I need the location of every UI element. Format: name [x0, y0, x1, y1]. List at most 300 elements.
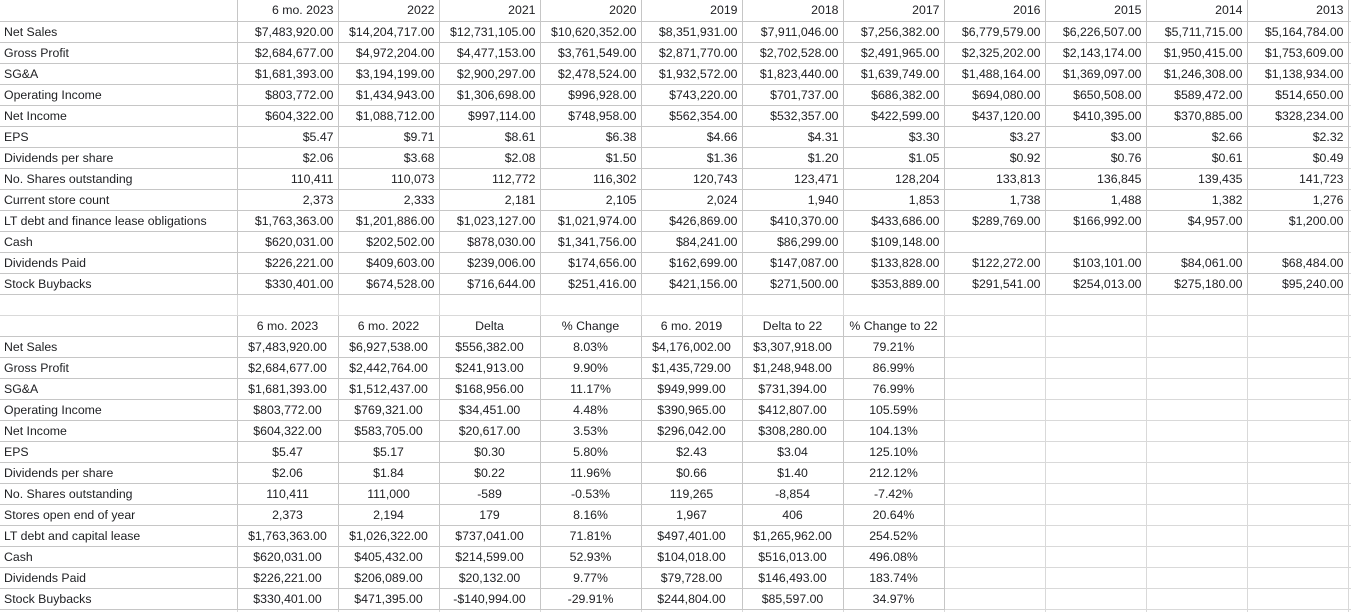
data-cell[interactable]: $4,176,002.00 [641, 336, 742, 357]
empty-cell[interactable] [944, 546, 1045, 567]
data-cell[interactable]: $1,023,127.00 [439, 210, 540, 231]
data-cell[interactable]: $133,828.00 [843, 252, 944, 273]
data-cell[interactable]: $5.47 [237, 441, 338, 462]
data-cell[interactable]: $803,772.00 [237, 399, 338, 420]
data-cell[interactable]: -589 [439, 483, 540, 504]
data-cell[interactable]: $271,500.00 [742, 273, 843, 294]
column-header[interactable]: 2020 [540, 0, 641, 21]
data-cell[interactable]: $85,597.00 [742, 588, 843, 609]
empty-cell[interactable] [540, 294, 641, 315]
data-cell[interactable]: $1,681,393.00 [237, 63, 338, 84]
data-cell[interactable]: $251,416.00 [540, 273, 641, 294]
empty-cell[interactable] [1146, 462, 1247, 483]
data-cell[interactable]: $2,702,528.00 [742, 42, 843, 63]
data-cell[interactable]: $2.06 [237, 462, 338, 483]
data-cell[interactable]: 8.03% [540, 336, 641, 357]
data-cell[interactable]: $353,889.00 [843, 273, 944, 294]
data-cell[interactable]: 2,024 [641, 189, 742, 210]
data-cell[interactable]: $84,061.00 [1146, 252, 1247, 273]
empty-cell[interactable] [944, 315, 1045, 336]
data-cell[interactable]: $147,087.00 [742, 252, 843, 273]
data-cell[interactable]: $103,101.00 [1045, 252, 1146, 273]
data-cell[interactable]: $7,911,046.00 [742, 21, 843, 42]
empty-cell[interactable] [1247, 504, 1348, 525]
data-cell[interactable]: $421,156.00 [641, 273, 742, 294]
data-cell[interactable]: $433,686.00 [843, 210, 944, 231]
data-cell[interactable]: $20,617.00 [439, 420, 540, 441]
column-header[interactable]: % Change to 22 [843, 315, 944, 336]
empty-cell[interactable] [1247, 399, 1348, 420]
data-cell[interactable]: $1,681,393.00 [237, 378, 338, 399]
data-cell[interactable]: $6.38 [540, 126, 641, 147]
row-header[interactable]: EPS [0, 126, 237, 147]
data-cell[interactable]: 128,204 [843, 168, 944, 189]
corner-cell[interactable] [0, 315, 237, 336]
empty-cell[interactable] [1247, 420, 1348, 441]
row-header[interactable]: Stores open end of year [0, 504, 237, 525]
empty-cell[interactable] [1247, 441, 1348, 462]
data-cell[interactable]: $409,603.00 [338, 252, 439, 273]
data-cell[interactable]: $0.61 [1146, 147, 1247, 168]
row-header[interactable]: Gross Profit [0, 357, 237, 378]
data-cell[interactable]: 4.48% [540, 399, 641, 420]
data-cell[interactable]: $1.36 [641, 147, 742, 168]
data-cell[interactable]: $202,502.00 [338, 231, 439, 252]
data-cell[interactable]: 11.17% [540, 378, 641, 399]
empty-cell[interactable] [1247, 546, 1348, 567]
data-cell[interactable]: $0.30 [439, 441, 540, 462]
data-cell[interactable]: $330,401.00 [237, 273, 338, 294]
empty-cell[interactable] [338, 294, 439, 315]
data-cell[interactable]: $95,240.00 [1247, 273, 1348, 294]
data-cell[interactable]: 105.59% [843, 399, 944, 420]
column-header[interactable]: 2017 [843, 0, 944, 21]
column-header[interactable]: 2021 [439, 0, 540, 21]
data-cell[interactable]: 8.16% [540, 504, 641, 525]
data-cell[interactable]: $3,761,549.00 [540, 42, 641, 63]
empty-cell[interactable] [944, 378, 1045, 399]
data-cell[interactable]: $2.66 [1146, 126, 1247, 147]
empty-cell[interactable] [944, 336, 1045, 357]
data-cell[interactable]: $737,041.00 [439, 525, 540, 546]
data-cell[interactable]: $4.66 [641, 126, 742, 147]
data-cell[interactable]: 86.99% [843, 357, 944, 378]
row-header[interactable]: Net Income [0, 420, 237, 441]
column-header[interactable]: 2018 [742, 0, 843, 21]
data-cell[interactable]: $214,599.00 [439, 546, 540, 567]
data-cell[interactable]: $1,753,609.00 [1247, 42, 1348, 63]
data-cell[interactable]: $1,248,948.00 [742, 357, 843, 378]
corner-cell[interactable] [0, 0, 237, 21]
data-cell[interactable]: 1,276 [1247, 189, 1348, 210]
empty-cell[interactable] [944, 357, 1045, 378]
data-cell[interactable]: $996,928.00 [540, 84, 641, 105]
data-cell[interactable]: $514,650.00 [1247, 84, 1348, 105]
empty-cell[interactable] [1146, 525, 1247, 546]
data-cell[interactable]: $1.05 [843, 147, 944, 168]
data-cell[interactable]: $2.08 [439, 147, 540, 168]
column-header[interactable]: 2015 [1045, 0, 1146, 21]
data-cell[interactable]: $162,699.00 [641, 252, 742, 273]
data-cell[interactable]: $410,370.00 [742, 210, 843, 231]
data-cell[interactable]: $1,639,749.00 [843, 63, 944, 84]
data-cell[interactable]: 179 [439, 504, 540, 525]
empty-cell[interactable] [1146, 441, 1247, 462]
data-cell[interactable]: $68,484.00 [1247, 252, 1348, 273]
data-cell[interactable]: 1,940 [742, 189, 843, 210]
empty-cell[interactable] [1146, 294, 1247, 315]
data-cell[interactable]: $1,435,729.00 [641, 357, 742, 378]
data-cell[interactable]: $291,541.00 [944, 273, 1045, 294]
data-cell[interactable]: $8.61 [439, 126, 540, 147]
data-cell[interactable]: $556,382.00 [439, 336, 540, 357]
data-cell[interactable]: $0.66 [641, 462, 742, 483]
data-cell[interactable]: -$140,994.00 [439, 588, 540, 609]
data-cell[interactable]: $589,472.00 [1146, 84, 1247, 105]
data-cell[interactable]: $2,491,965.00 [843, 42, 944, 63]
data-cell[interactable]: $244,804.00 [641, 588, 742, 609]
data-cell[interactable]: $743,220.00 [641, 84, 742, 105]
data-cell[interactable]: $803,772.00 [237, 84, 338, 105]
data-cell[interactable]: 133,813 [944, 168, 1045, 189]
data-cell[interactable] [1146, 231, 1247, 252]
data-cell[interactable]: $308,280.00 [742, 420, 843, 441]
data-cell[interactable]: 104.13% [843, 420, 944, 441]
data-cell[interactable]: $1,306,698.00 [439, 84, 540, 105]
column-header[interactable]: 6 mo. 2022 [338, 315, 439, 336]
data-cell[interactable]: $0.76 [1045, 147, 1146, 168]
data-cell[interactable]: $328,234.00 [1247, 105, 1348, 126]
column-header[interactable]: 6 mo. 2023 [237, 0, 338, 21]
data-cell[interactable]: $471,395.00 [338, 588, 439, 609]
row-header[interactable]: Operating Income [0, 399, 237, 420]
data-cell[interactable]: $410,395.00 [1045, 105, 1146, 126]
data-cell[interactable]: 110,411 [237, 168, 338, 189]
data-cell[interactable]: $1,950,415.00 [1146, 42, 1247, 63]
row-header[interactable]: Net Sales [0, 336, 237, 357]
data-cell[interactable]: -29.91% [540, 588, 641, 609]
data-cell[interactable]: $14,204,717.00 [338, 21, 439, 42]
row-header[interactable]: Cash [0, 546, 237, 567]
data-cell[interactable]: $7,483,920.00 [237, 21, 338, 42]
data-cell[interactable]: -7.42% [843, 483, 944, 504]
data-cell[interactable]: 2,373 [237, 189, 338, 210]
data-cell[interactable]: 71.81% [540, 525, 641, 546]
row-header[interactable]: LT debt and finance lease obligations [0, 210, 237, 231]
data-cell[interactable]: 112,772 [439, 168, 540, 189]
data-cell[interactable]: 2,373 [237, 504, 338, 525]
data-cell[interactable]: $8,351,931.00 [641, 21, 742, 42]
data-cell[interactable]: 136,845 [1045, 168, 1146, 189]
data-cell[interactable]: $701,737.00 [742, 84, 843, 105]
empty-cell[interactable] [0, 294, 237, 315]
data-cell[interactable]: $239,006.00 [439, 252, 540, 273]
data-cell[interactable]: 2,181 [439, 189, 540, 210]
data-cell[interactable]: 183.74% [843, 567, 944, 588]
data-cell[interactable]: $226,221.00 [237, 252, 338, 273]
empty-cell[interactable] [1146, 399, 1247, 420]
empty-cell[interactable] [1146, 504, 1247, 525]
data-cell[interactable]: 120,743 [641, 168, 742, 189]
column-header[interactable]: 2019 [641, 0, 742, 21]
empty-cell[interactable] [944, 588, 1045, 609]
column-header[interactable]: 2014 [1146, 0, 1247, 21]
data-cell[interactable]: $9.71 [338, 126, 439, 147]
data-cell[interactable]: $166,992.00 [1045, 210, 1146, 231]
row-header[interactable]: Current store count [0, 189, 237, 210]
data-cell[interactable]: -8,854 [742, 483, 843, 504]
data-cell[interactable]: $109,148.00 [843, 231, 944, 252]
data-cell[interactable]: $275,180.00 [1146, 273, 1247, 294]
data-cell[interactable]: $146,493.00 [742, 567, 843, 588]
row-header[interactable]: Stock Buybacks [0, 588, 237, 609]
column-header[interactable]: Delta to 22 [742, 315, 843, 336]
data-cell[interactable]: $0.22 [439, 462, 540, 483]
empty-cell[interactable] [944, 420, 1045, 441]
data-cell[interactable]: $330,401.00 [237, 588, 338, 609]
data-cell[interactable]: $686,382.00 [843, 84, 944, 105]
data-cell[interactable]: $226,221.00 [237, 567, 338, 588]
data-cell[interactable]: 111,000 [338, 483, 439, 504]
data-cell[interactable]: $2,325,202.00 [944, 42, 1045, 63]
data-cell[interactable]: $426,869.00 [641, 210, 742, 231]
data-cell[interactable]: 11.96% [540, 462, 641, 483]
row-header[interactable]: Dividends Paid [0, 252, 237, 273]
data-cell[interactable]: 110,073 [338, 168, 439, 189]
data-cell[interactable]: $437,120.00 [944, 105, 1045, 126]
data-cell[interactable]: 20.64% [843, 504, 944, 525]
data-cell[interactable]: $2,442,764.00 [338, 357, 439, 378]
empty-cell[interactable] [1045, 420, 1146, 441]
data-cell[interactable]: $4,477,153.00 [439, 42, 540, 63]
data-cell[interactable]: $174,656.00 [540, 252, 641, 273]
data-cell[interactable]: $422,599.00 [843, 105, 944, 126]
data-cell[interactable]: $7,483,920.00 [237, 336, 338, 357]
data-cell[interactable]: $4.31 [742, 126, 843, 147]
data-cell[interactable]: $10,620,352.00 [540, 21, 641, 42]
data-cell[interactable]: $296,042.00 [641, 420, 742, 441]
data-cell[interactable]: $289,769.00 [944, 210, 1045, 231]
empty-cell[interactable] [1045, 315, 1146, 336]
data-cell[interactable]: $370,885.00 [1146, 105, 1247, 126]
empty-cell[interactable] [944, 525, 1045, 546]
data-cell[interactable]: $254,013.00 [1045, 273, 1146, 294]
data-cell[interactable]: $20,132.00 [439, 567, 540, 588]
empty-cell[interactable] [439, 294, 540, 315]
data-cell[interactable]: 2,333 [338, 189, 439, 210]
empty-cell[interactable] [1045, 399, 1146, 420]
empty-cell[interactable] [1247, 567, 1348, 588]
empty-cell[interactable] [1247, 462, 1348, 483]
empty-cell[interactable] [1045, 525, 1146, 546]
empty-cell[interactable] [1045, 462, 1146, 483]
data-cell[interactable]: 254.52% [843, 525, 944, 546]
empty-cell[interactable] [1247, 336, 1348, 357]
empty-cell[interactable] [237, 294, 338, 315]
data-cell[interactable]: 406 [742, 504, 843, 525]
empty-cell[interactable] [1146, 483, 1247, 504]
data-cell[interactable]: $2,684,677.00 [237, 42, 338, 63]
data-cell[interactable]: $748,958.00 [540, 105, 641, 126]
data-cell[interactable]: $1,488,164.00 [944, 63, 1045, 84]
column-header[interactable]: 2016 [944, 0, 1045, 21]
data-cell[interactable]: $1,138,934.00 [1247, 63, 1348, 84]
column-header[interactable]: 2013 [1247, 0, 1348, 21]
data-cell[interactable]: $620,031.00 [237, 546, 338, 567]
data-cell[interactable]: $949,999.00 [641, 378, 742, 399]
empty-cell[interactable] [641, 294, 742, 315]
data-cell[interactable]: 496.08% [843, 546, 944, 567]
data-cell[interactable]: $241,913.00 [439, 357, 540, 378]
data-cell[interactable]: $1,512,437.00 [338, 378, 439, 399]
empty-cell[interactable] [1045, 441, 1146, 462]
empty-cell[interactable] [1146, 567, 1247, 588]
data-cell[interactable]: $86,299.00 [742, 231, 843, 252]
data-cell[interactable]: $562,354.00 [641, 105, 742, 126]
empty-cell[interactable] [1045, 294, 1146, 315]
data-cell[interactable]: $2,900,297.00 [439, 63, 540, 84]
data-cell[interactable]: 212.12% [843, 462, 944, 483]
data-cell[interactable]: $1,341,756.00 [540, 231, 641, 252]
data-cell[interactable]: $1,246,308.00 [1146, 63, 1247, 84]
data-cell[interactable]: $12,731,105.00 [439, 21, 540, 42]
empty-cell[interactable] [1045, 546, 1146, 567]
data-cell[interactable]: $1,200.00 [1247, 210, 1348, 231]
data-cell[interactable]: $2,478,524.00 [540, 63, 641, 84]
column-header[interactable]: % Change [540, 315, 641, 336]
row-header[interactable]: Stock Buybacks [0, 273, 237, 294]
data-cell[interactable]: $1.84 [338, 462, 439, 483]
data-cell[interactable]: $2,143,174.00 [1045, 42, 1146, 63]
data-cell[interactable]: $34,451.00 [439, 399, 540, 420]
row-header[interactable]: SG&A [0, 63, 237, 84]
data-cell[interactable]: $878,030.00 [439, 231, 540, 252]
empty-cell[interactable] [1146, 588, 1247, 609]
data-cell[interactable]: $5,711,715.00 [1146, 21, 1247, 42]
data-cell[interactable]: $532,357.00 [742, 105, 843, 126]
row-header[interactable]: EPS [0, 441, 237, 462]
data-cell[interactable]: $1.40 [742, 462, 843, 483]
data-cell[interactable]: $84,241.00 [641, 231, 742, 252]
data-cell[interactable]: $3.27 [944, 126, 1045, 147]
data-cell[interactable]: $0.92 [944, 147, 1045, 168]
data-cell[interactable]: $6,927,538.00 [338, 336, 439, 357]
row-header[interactable]: Dividends Paid [0, 567, 237, 588]
empty-cell[interactable] [1146, 336, 1247, 357]
row-header[interactable]: Dividends per share [0, 147, 237, 168]
data-cell[interactable]: $104,018.00 [641, 546, 742, 567]
data-cell[interactable] [1045, 231, 1146, 252]
data-cell[interactable]: $206,089.00 [338, 567, 439, 588]
empty-cell[interactable] [1247, 357, 1348, 378]
data-cell[interactable]: $1.50 [540, 147, 641, 168]
data-cell[interactable]: 1,853 [843, 189, 944, 210]
data-cell[interactable]: 52.93% [540, 546, 641, 567]
empty-cell[interactable] [1146, 357, 1247, 378]
data-cell[interactable]: 1,738 [944, 189, 1045, 210]
empty-cell[interactable] [1045, 357, 1146, 378]
data-cell[interactable]: $604,322.00 [237, 420, 338, 441]
empty-cell[interactable] [1146, 315, 1247, 336]
data-cell[interactable]: $2.32 [1247, 126, 1348, 147]
empty-cell[interactable] [1045, 336, 1146, 357]
data-cell[interactable]: $4,972,204.00 [338, 42, 439, 63]
data-cell[interactable]: $1,088,712.00 [338, 105, 439, 126]
data-cell[interactable]: 1,488 [1045, 189, 1146, 210]
empty-cell[interactable] [1247, 588, 1348, 609]
empty-cell[interactable] [944, 483, 1045, 504]
data-cell[interactable]: $390,965.00 [641, 399, 742, 420]
data-cell[interactable]: $1,026,322.00 [338, 525, 439, 546]
column-header[interactable]: Delta [439, 315, 540, 336]
empty-cell[interactable] [944, 567, 1045, 588]
data-cell[interactable]: $769,321.00 [338, 399, 439, 420]
data-cell[interactable]: $731,394.00 [742, 378, 843, 399]
data-cell[interactable]: $405,432.00 [338, 546, 439, 567]
empty-cell[interactable] [1045, 504, 1146, 525]
data-cell[interactable]: 34.97% [843, 588, 944, 609]
column-header[interactable]: 2022 [338, 0, 439, 21]
data-cell[interactable]: $3.00 [1045, 126, 1146, 147]
data-cell[interactable]: $2.06 [237, 147, 338, 168]
data-cell[interactable]: $1,201,886.00 [338, 210, 439, 231]
data-cell[interactable]: $620,031.00 [237, 231, 338, 252]
empty-cell[interactable] [742, 294, 843, 315]
data-cell[interactable]: $694,080.00 [944, 84, 1045, 105]
data-cell[interactable]: $674,528.00 [338, 273, 439, 294]
data-cell[interactable]: 139,435 [1146, 168, 1247, 189]
data-cell[interactable]: 1,967 [641, 504, 742, 525]
empty-cell[interactable] [944, 504, 1045, 525]
data-cell[interactable]: $2,684,677.00 [237, 357, 338, 378]
empty-cell[interactable] [944, 441, 1045, 462]
data-cell[interactable]: $168,956.00 [439, 378, 540, 399]
empty-cell[interactable] [1146, 546, 1247, 567]
data-cell[interactable]: $1,763,363.00 [237, 525, 338, 546]
empty-cell[interactable] [1045, 588, 1146, 609]
data-cell[interactable]: 2,194 [338, 504, 439, 525]
data-cell[interactable]: $3.04 [742, 441, 843, 462]
row-header[interactable]: Cash [0, 231, 237, 252]
empty-cell[interactable] [1247, 483, 1348, 504]
data-cell[interactable]: $2,871,770.00 [641, 42, 742, 63]
data-cell[interactable]: $1,932,572.00 [641, 63, 742, 84]
data-cell[interactable]: $497,401.00 [641, 525, 742, 546]
empty-cell[interactable] [944, 462, 1045, 483]
data-cell[interactable]: 123,471 [742, 168, 843, 189]
data-cell[interactable]: 1,382 [1146, 189, 1247, 210]
data-cell[interactable]: $2.43 [641, 441, 742, 462]
data-cell[interactable]: $3.30 [843, 126, 944, 147]
data-cell[interactable]: $516,013.00 [742, 546, 843, 567]
data-cell[interactable]: $1,763,363.00 [237, 210, 338, 231]
row-header[interactable]: LT debt and capital lease [0, 525, 237, 546]
empty-cell[interactable] [1146, 378, 1247, 399]
data-cell[interactable]: $3,307,918.00 [742, 336, 843, 357]
data-cell[interactable]: $3,194,199.00 [338, 63, 439, 84]
empty-cell[interactable] [944, 294, 1045, 315]
column-header[interactable]: 6 mo. 2019 [641, 315, 742, 336]
row-header[interactable]: No. Shares outstanding [0, 483, 237, 504]
empty-cell[interactable] [1247, 294, 1348, 315]
data-cell[interactable]: $1,265,962.00 [742, 525, 843, 546]
data-cell[interactable]: $5.47 [237, 126, 338, 147]
data-cell[interactable]: 5.80% [540, 441, 641, 462]
row-header[interactable]: SG&A [0, 378, 237, 399]
data-cell[interactable] [944, 231, 1045, 252]
data-cell[interactable]: $997,114.00 [439, 105, 540, 126]
data-cell[interactable]: -0.53% [540, 483, 641, 504]
